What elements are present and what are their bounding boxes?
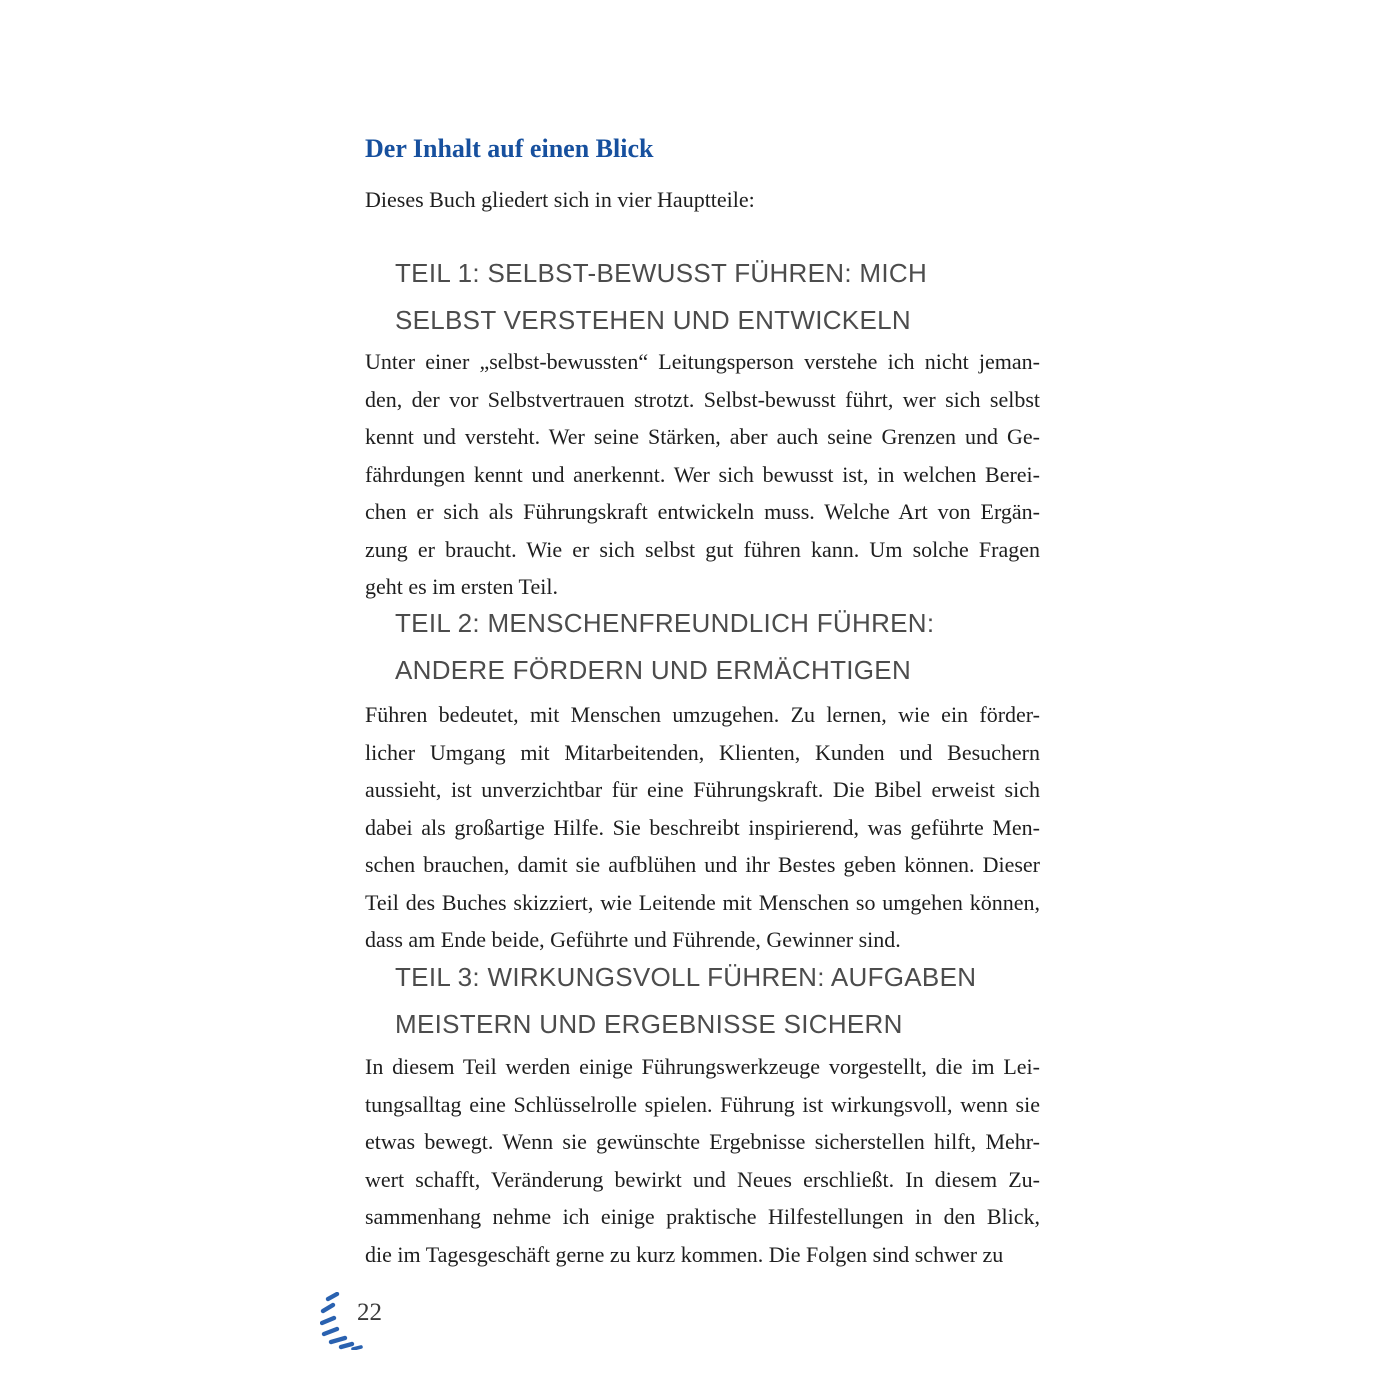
text-line: die im Tagesgeschäft gerne zu kurz kommen. Die Folgen sind schwer zu [365, 1241, 1004, 1267]
section-title-line: TEIL 3: WIRKUNGSVOLL FÜHREN: AUFGABEN [395, 962, 977, 992]
section-title-teil-3 [365, 954, 1040, 1048]
text-line: tungsalltag eine Schlüsselrolle spielen. Führung ist wirkungsvoll, wenn sie [365, 1091, 1040, 1117]
section-title-line: TEIL 2: MENSCHENFREUNDLICH FÜHREN: [395, 608, 935, 638]
text-line: geht es im ersten Teil. [365, 574, 558, 599]
section-paragraph-teil-1 [365, 343, 1040, 606]
page-number: 22 [357, 1299, 382, 1326]
text-line: chen er sich als Führungskraft entwickeln muss. Welche Art von Ergän- [365, 499, 1040, 524]
text-line: dass am Ende beide, Geführte und Führende, Gewinner sind. [365, 927, 901, 952]
text-line: schen brauchen, damit sie aufblühen und ihr Bestes geben können. Dieser [365, 852, 1040, 877]
text-line: fährdungen kennt und anerkennt. Wer sich bewusst ist, in welchen Berei- [365, 461, 1040, 487]
text-line: aussieht, ist unverzichtbar für eine Führungskraft. Die Bibel erweist sich [365, 777, 1040, 802]
text-line: etwas bewegt. Wenn sie gewünschte Ergebnisse sicherstellen hilft, Mehr- [365, 1129, 1040, 1154]
section-paragraph-teil-2 [365, 696, 1040, 959]
intro-text: Dieses Buch gliedert sich in vier Hauptteile: [365, 187, 755, 212]
text-line: In diesem Teil werden einige Führungswerkzeuge vorgestellt, die im Lei- [365, 1054, 1040, 1079]
text-line: wert schafft, Veränderung bewirkt und Neues erschließt. In diesem Zu- [365, 1166, 1040, 1192]
text-line: Teil des Buches skizziert, wie Leitende mit Menschen so umgehen können, [365, 889, 1040, 915]
section-paragraph-teil-3 [365, 1048, 1040, 1273]
page-title: Der Inhalt auf einen Blick [365, 134, 654, 164]
section-title-line: TEIL 1: SELBST-BEWUSST FÜHREN: MICH [395, 258, 928, 288]
section-title-line: MEISTERN UND ERGEBNISSE SICHERN [395, 1009, 903, 1039]
section-title-line: ANDERE FÖRDERN UND ERMÄCHTIGEN [395, 655, 912, 685]
section-title-teil-1 [365, 250, 1040, 344]
section-title-line: SELBST VERSTEHEN UND ENTWICKELN [395, 305, 911, 335]
text-line: Unter einer „selbst-bewussten“ Leitungsperson verstehe ich nicht jeman- [365, 349, 1040, 374]
text-line: sammenhang nehme ich einige praktische Hilfestellungen in den Blick, [365, 1204, 1040, 1229]
text-line: kennt und versteht. Wer seine Stärken, aber auch seine Grenzen und Ge- [365, 424, 1040, 449]
text-line: licher Umgang mit Mitarbeitenden, Klienten, Kunden und Besuchern [365, 739, 1040, 765]
section-title-teil-2 [365, 600, 1040, 694]
text-line: den, der vor Selbstvertrauen strotzt. Selbst-bewusst führt, wer sich selbst [365, 386, 1040, 412]
text-line: dabei als großartige Hilfe. Sie beschreibt inspirierend, was geführte Men- [365, 814, 1040, 840]
text-line: Führen bedeutet, mit Menschen umzugehen. Zu lernen, wie ein förder- [365, 702, 1040, 727]
text-line: zung er braucht. Wie er sich selbst gut führen kann. Um solche Fragen [365, 536, 1040, 562]
